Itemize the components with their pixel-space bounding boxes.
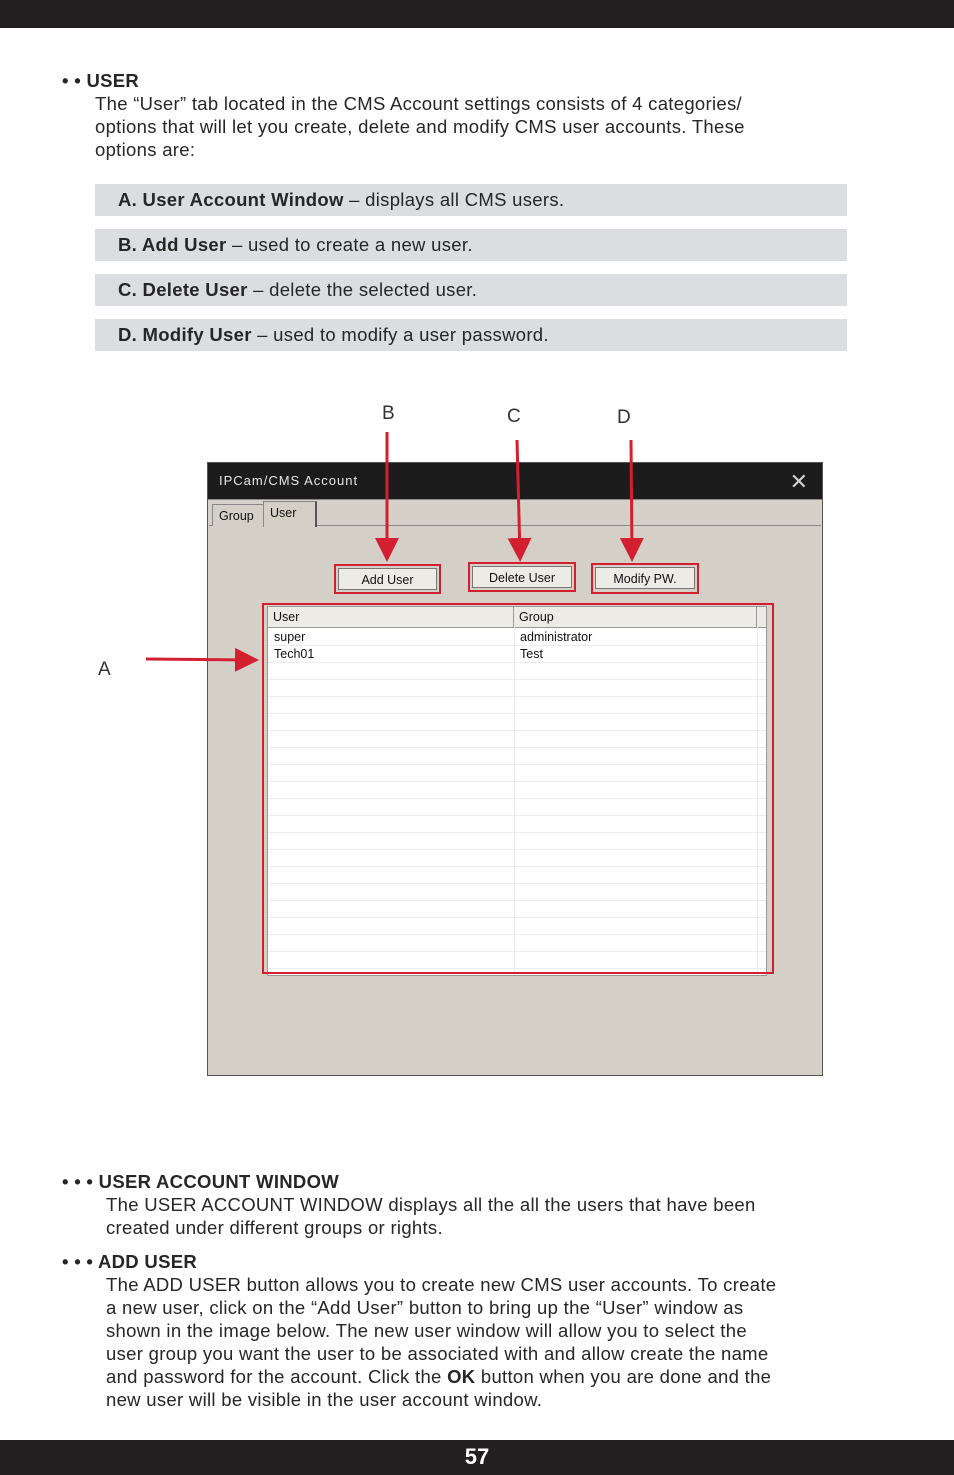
option-desc: – used to modify a user password. [251,324,549,345]
arrow-c [517,440,520,556]
add-user-paragraph [106,1273,776,1411]
paragraph-line: options are: [95,139,196,160]
add-user-button[interactable]: Add User [338,568,437,590]
cell-user: Tech01 [274,647,315,661]
heading-bullet: • • [62,70,81,91]
paragraph-line [106,1365,776,1388]
cell-group: Test [520,647,543,661]
column-header-user[interactable]: User [268,607,514,627]
paragraph-line: new user will be visible in the user account window. [106,1389,543,1410]
paragraph-line: a new user, click on the “Add User” button to bring up the “User” window as [106,1297,744,1318]
window-title: IPCam/CMS Account [219,473,359,488]
paragraph-line: created under different groups or rights. [106,1217,443,1238]
option-desc: – displays all CMS users. [343,189,565,210]
close-icon[interactable]: ✕ [789,469,808,494]
option-term: A. User Account Window [118,189,344,210]
cell-group: administrator [520,630,593,644]
ok-emphasis: OK [447,1366,476,1387]
add-user-heading [62,1250,197,1273]
paragraph-line: The USER ACCOUNT WINDOW displays all the all the users that have been [106,1194,756,1215]
modify-pw-button[interactable]: Modify PW. [595,567,695,589]
callout-a: A [98,659,111,680]
delete-user-button[interactable]: Delete User [472,566,572,588]
option-term: D. Modify User [118,324,252,345]
paragraph-line: shown in the image below. The new user window will allow you to select the [106,1320,747,1341]
arrow-d [631,440,632,556]
heading-bullet: • • • [62,1171,94,1192]
arrow-a [146,659,253,660]
paragraph-line: The ADD USER button allows you to create new CMS user accounts. To create [106,1274,777,1295]
paragraph-line: options that will let you create, delete and modify CMS user accounts. These [95,116,745,137]
cell-user: super [274,630,306,644]
paragraph-line: The “User” tab located in the CMS Account settings consists of 4 categories/ [95,93,742,114]
option-desc: – used to create a new user. [226,234,473,255]
option-desc: – delete the selected user. [247,279,478,300]
option-term: B. Add User [118,234,227,255]
line-text: button when you are done and the [475,1366,772,1387]
user-account-window-heading [62,1170,339,1193]
tab-user[interactable]: User [263,501,317,527]
callout-b: B [382,403,395,424]
paragraph-line: user group you want the user to be associated with and allow create the name [106,1343,769,1364]
tab-group[interactable]: Group [212,504,264,526]
heading-text: USER ACCOUNT WINDOW [98,1171,340,1192]
callout-d: D [617,407,631,428]
callout-c: C [507,406,521,427]
line-text: and password for the account. Click the [106,1366,448,1387]
heading-bullet: • • • [62,1251,94,1272]
heading-text: ADD USER [97,1251,198,1272]
page-number: 57 [464,1444,490,1469]
user-account-window-paragraph [106,1193,756,1239]
column-header-group[interactable]: Group [514,607,757,627]
heading-text: USER [86,70,140,91]
option-term: C. Delete User [118,279,248,300]
